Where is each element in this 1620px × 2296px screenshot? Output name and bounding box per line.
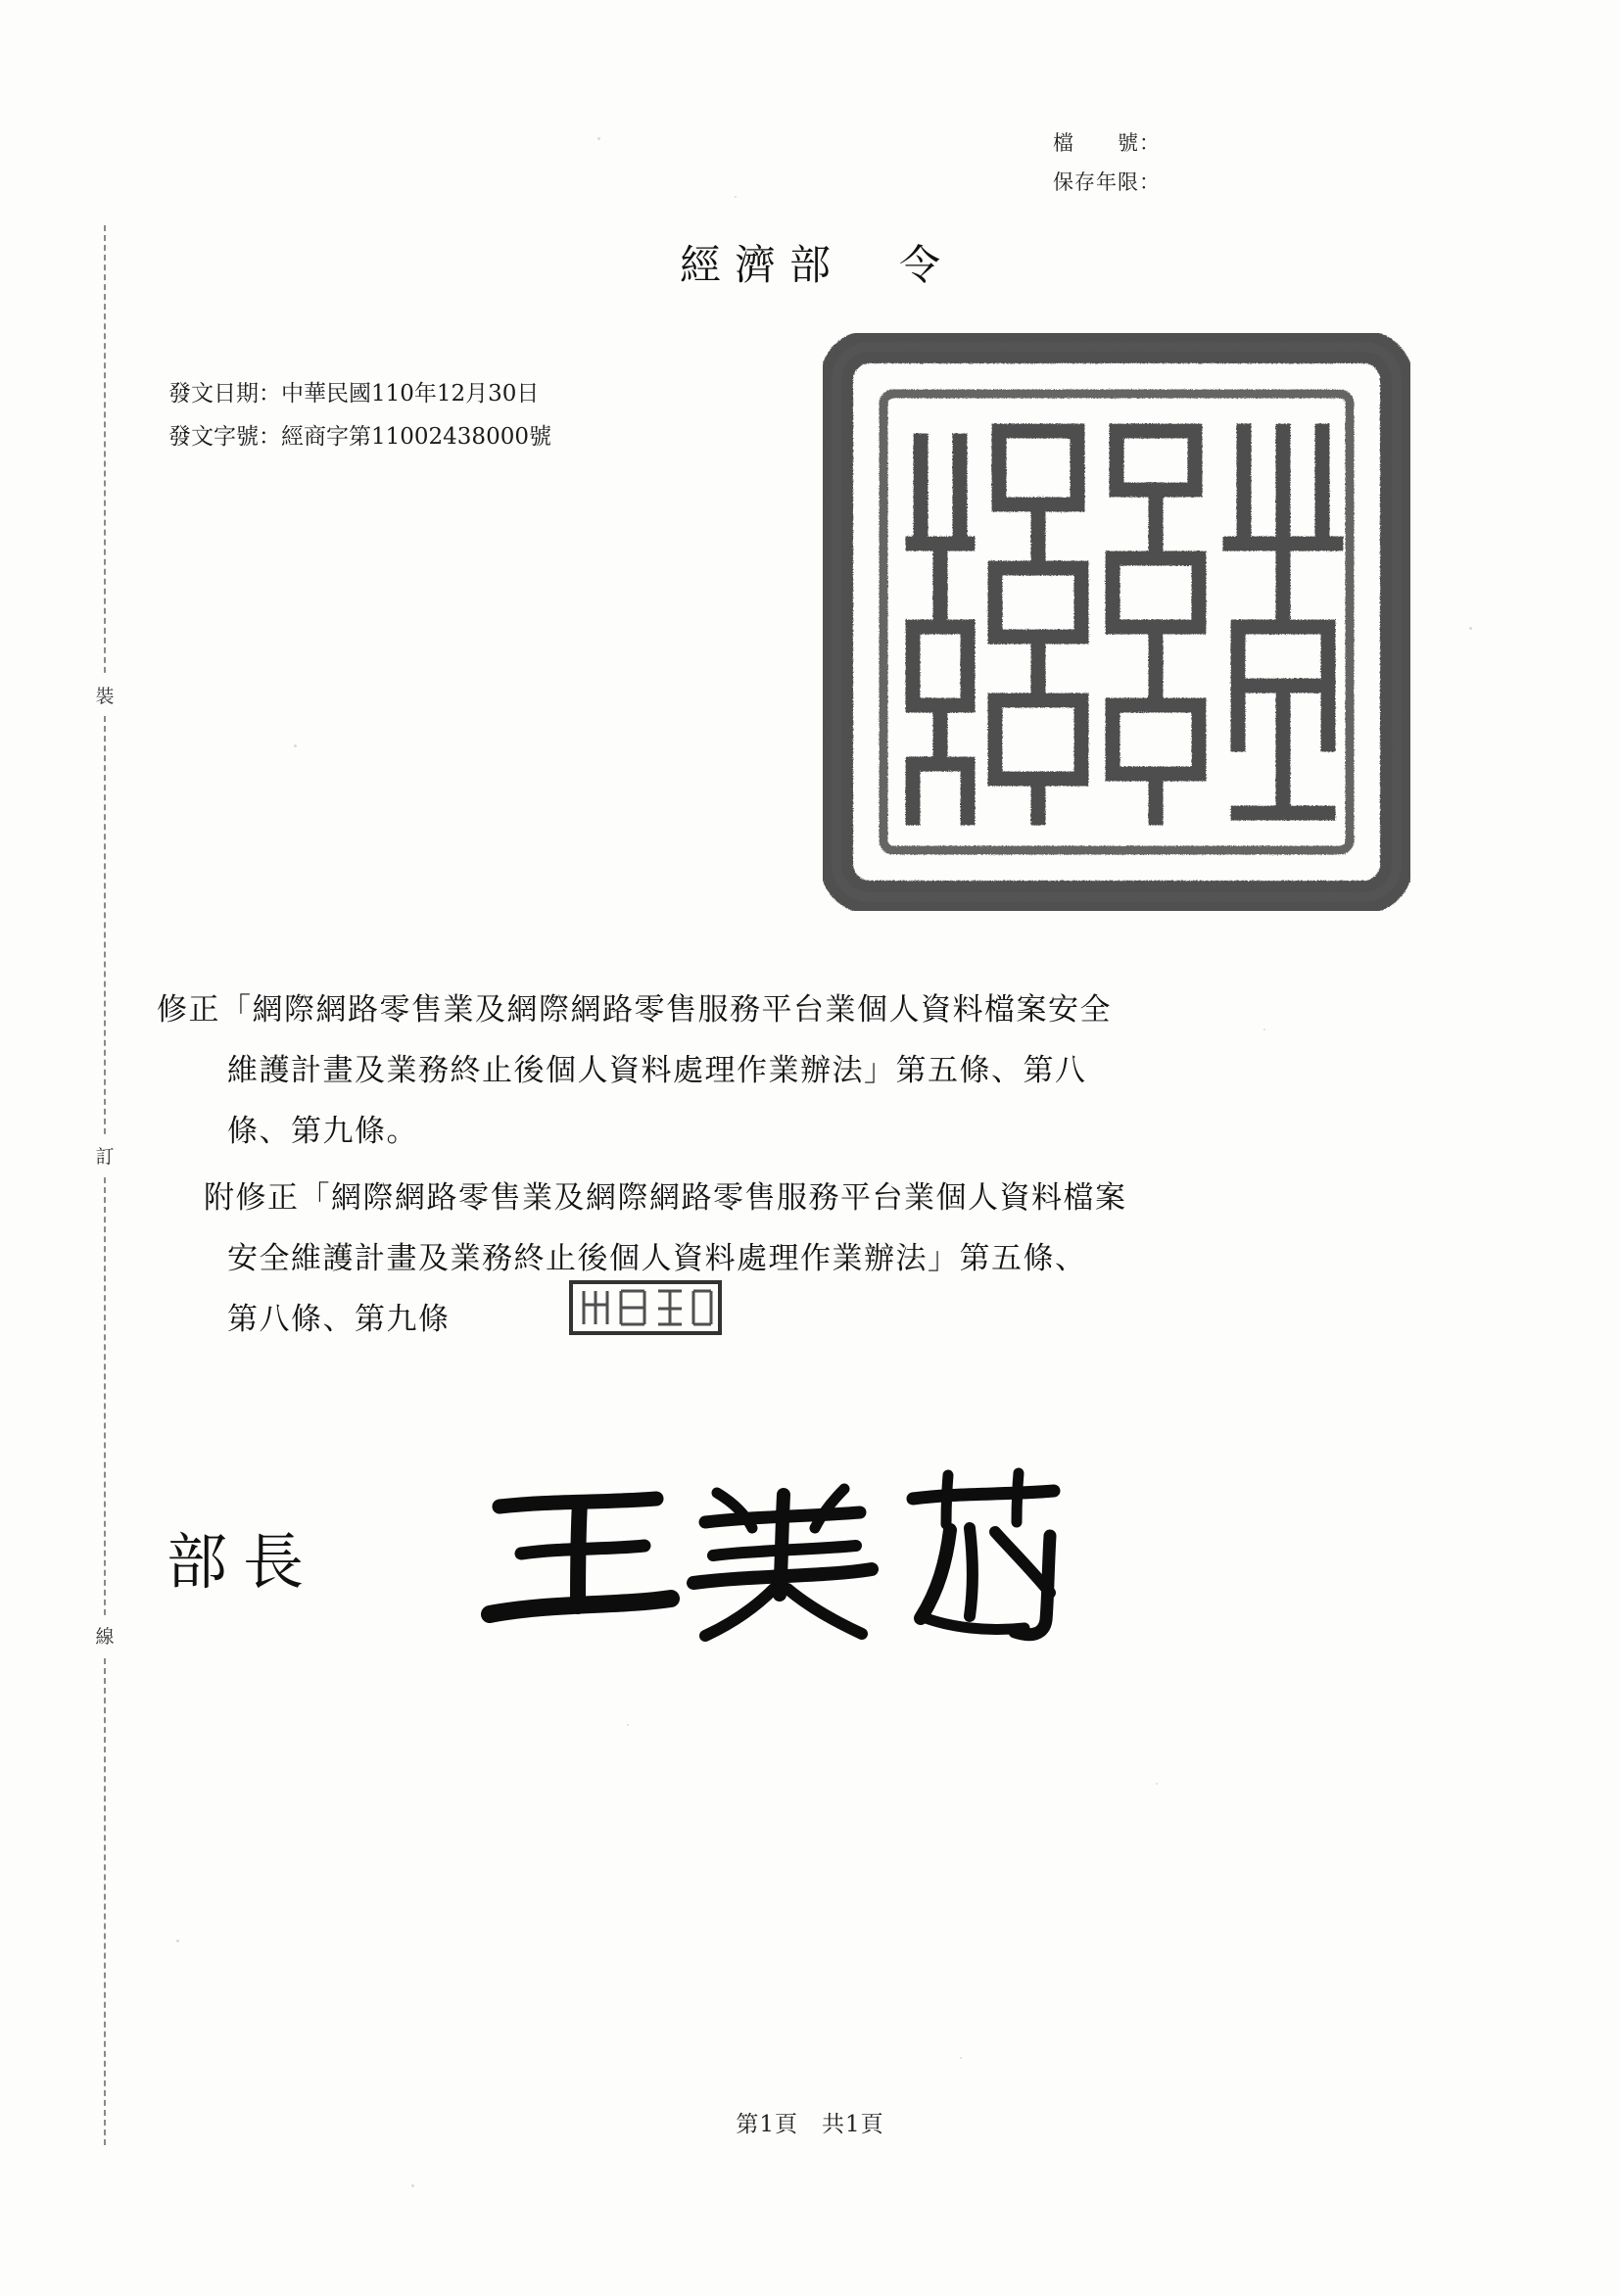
archive-file-number-label: 檔 號： <box>1053 131 1161 155</box>
archive-header <box>1053 123 1161 202</box>
official-seal-stamp <box>823 333 1410 911</box>
body-paragraph-1 <box>147 980 1479 1162</box>
attachment-stamp <box>568 1279 723 1336</box>
paragraph-1-line-3: 條、第九條。 <box>227 1114 418 1149</box>
paragraph-1-line-2: 維護計畫及業務終止後個人資料處理作業辦法」第五條、第八 <box>227 1053 1087 1088</box>
document-body <box>147 980 1479 1356</box>
paragraph-2-line-2: 安全維護計畫及業務終止後個人資料處理作業辦法」第五條、 <box>227 1241 1087 1276</box>
signature-title-label: 部長 <box>167 1526 320 1598</box>
archive-retention-label: 保存年限： <box>1053 170 1161 194</box>
body-paragraph-2 <box>147 1168 1479 1350</box>
paragraph-2-line-1: 附修正「網際網路零售業及網際網路零售服務平台業個人資料檔案 <box>204 1180 1127 1216</box>
binding-dashed-line <box>104 225 106 2145</box>
page-footer: 第1頁 共1頁 <box>736 2112 884 2137</box>
paragraph-2-line-3-text: 第八條、第九條 <box>227 1302 451 1337</box>
binding-mark-zhuang: 裝 <box>90 676 119 714</box>
issue-meta <box>168 372 551 458</box>
minister-signature <box>460 1459 1097 1646</box>
binding-mark-ding: 訂 <box>90 1136 119 1174</box>
issue-date: 發文日期：中華民國110年12月30日 <box>168 381 540 407</box>
issue-number: 發文字號：經商字第11002438000號 <box>168 424 551 450</box>
signature-block <box>167 1469 1244 1655</box>
binding-mark-xian: 線 <box>90 1616 119 1654</box>
page-title: 經濟部 令 <box>679 241 954 289</box>
paragraph-2-line-3 <box>147 1289 1479 1350</box>
paragraph-1-line-1: 修正「網際網路零售業及網際網路零售服務平台業個人資料檔案安全 <box>157 992 1112 1028</box>
